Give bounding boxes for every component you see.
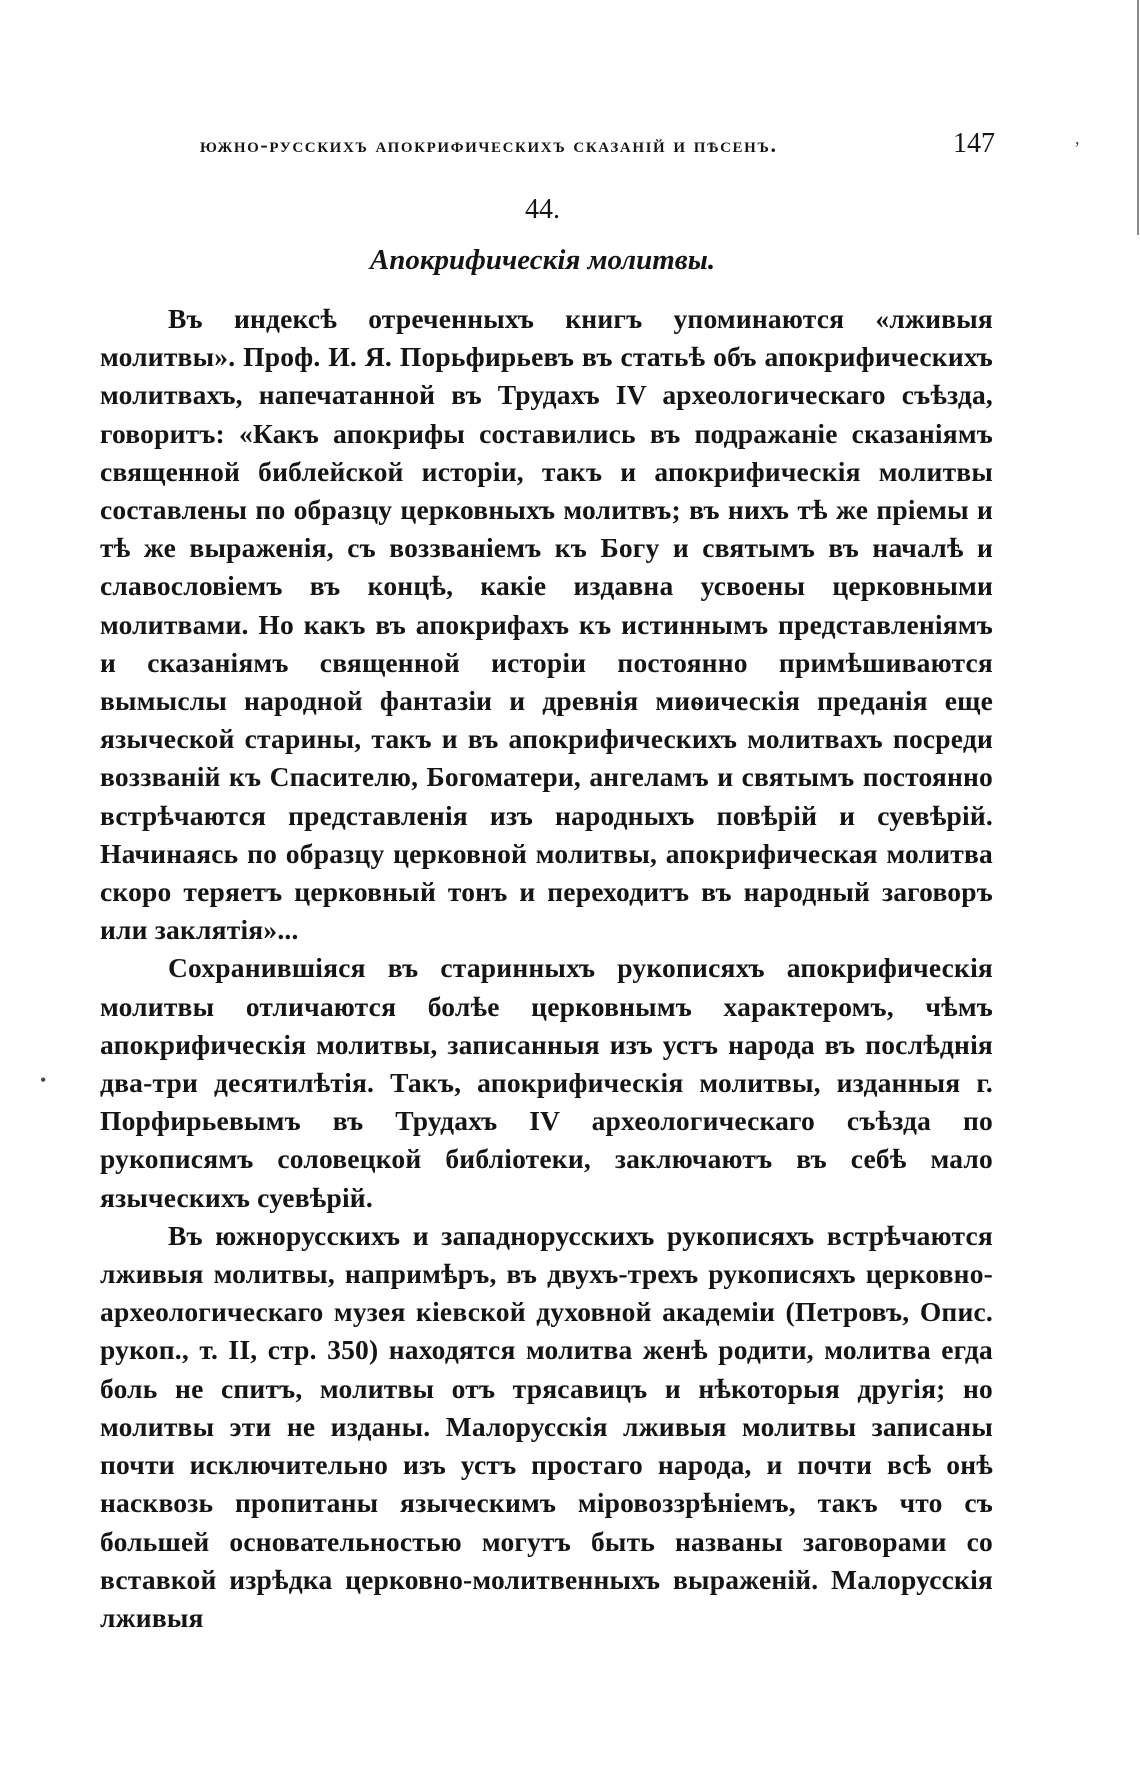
paragraph: Сохранившіяся въ старинныхъ рукописяхъ апокрифическія молитвы отличаются болѣе церковнымъ характеромъ, чѣмъ апокрифическія молитвы, записанныя изъ устъ народа въ послѣднія два-три десятилѣтія. Такъ, апокрифическія молитвы, изданныя г. Порфирьевымъ въ Трудахъ IV археологическаго съѣзда по рукописямъ соловецкой библіотеки, заключаютъ въ себѣ мало языческихъ суевѣрій. [100, 952, 993, 1213]
page-number: 147 [953, 128, 995, 159]
scan-speck: • [40, 1070, 47, 1090]
paragraph: Въ южнорусскихъ и западнорусскихъ рукописяхъ встрѣчаются лживыя молитвы, напримѣръ, въ двухъ-трехъ рукописяхъ церковно-археологическаго музея кіевской духовной академіи (Петровъ, Опис. рукоп., т. II, стр. 350) находятся молитва женѣ родити, молитва егда боль не спитъ, молитвы отъ трясавицъ и нѣкоторыя другія; но молитвы эти не изданы. Малорусскія лживыя молитвы записаны почти исключительно изъ устъ простаго народа, и почти всѣ онѣ насквозь пропитаны языческимъ міровоззрѣніемъ, такъ что съ большей основательностью могутъ быть названы заговорами со вставкой изрѣдка церковно-молитвенныхъ выраженій. Малорусскія лживыя [100, 1219, 993, 1633]
running-title: южно-русскихъ апокрифическихъ сказаній и пѣсенъ. [200, 132, 778, 157]
scan-edge-line [1137, 0, 1139, 235]
section-title: Апокрифическія молитвы. [369, 244, 716, 276]
running-header [200, 128, 995, 160]
section-number: 44. [525, 194, 560, 225]
body-text [100, 300, 993, 1637]
paragraph: Въ индексѣ отреченныхъ книгъ упоминаются «лживыя молитвы». Проф. И. Я. Порьфирьевъ въ статьѣ объ апокрифическихъ молитвахъ, напечатанной въ Трудахъ IV археологическаго съѣзда, говоритъ: «Какъ апокрифы составились въ подражаніе сказаніямъ священной библейской исторіи, такъ и апокрифическія молитвы составлены по образцу церковныхъ молитвъ; въ нихъ тѣ же пріемы и тѣ же выраженія, съ воззваніемъ къ Богу и святымъ въ началѣ и славословіемъ въ концѣ, какіе издавна усвоены церковными молитвами. Но какъ въ апокрифахъ къ истиннымъ представленіямъ и сказаніямъ священной исторіи постоянно примѣшиваются вымыслы народной фантазіи и древнія миѳическія преданія еще языческой старины, такъ и въ апокрифическихъ молитвахъ посреди воззваній къ Спасителю, Богоматери, ангеламъ и святымъ постоянно встрѣчаются представленія изъ народныхъ повѣрій и суевѣрій. Начинаясь по образцу церковной молитвы, апокрифическая молитва скоро теряетъ церковный тонъ и переходитъ въ народный заговоръ или заклятія»... [100, 303, 993, 946]
scan-speck: , [1075, 128, 1080, 148]
